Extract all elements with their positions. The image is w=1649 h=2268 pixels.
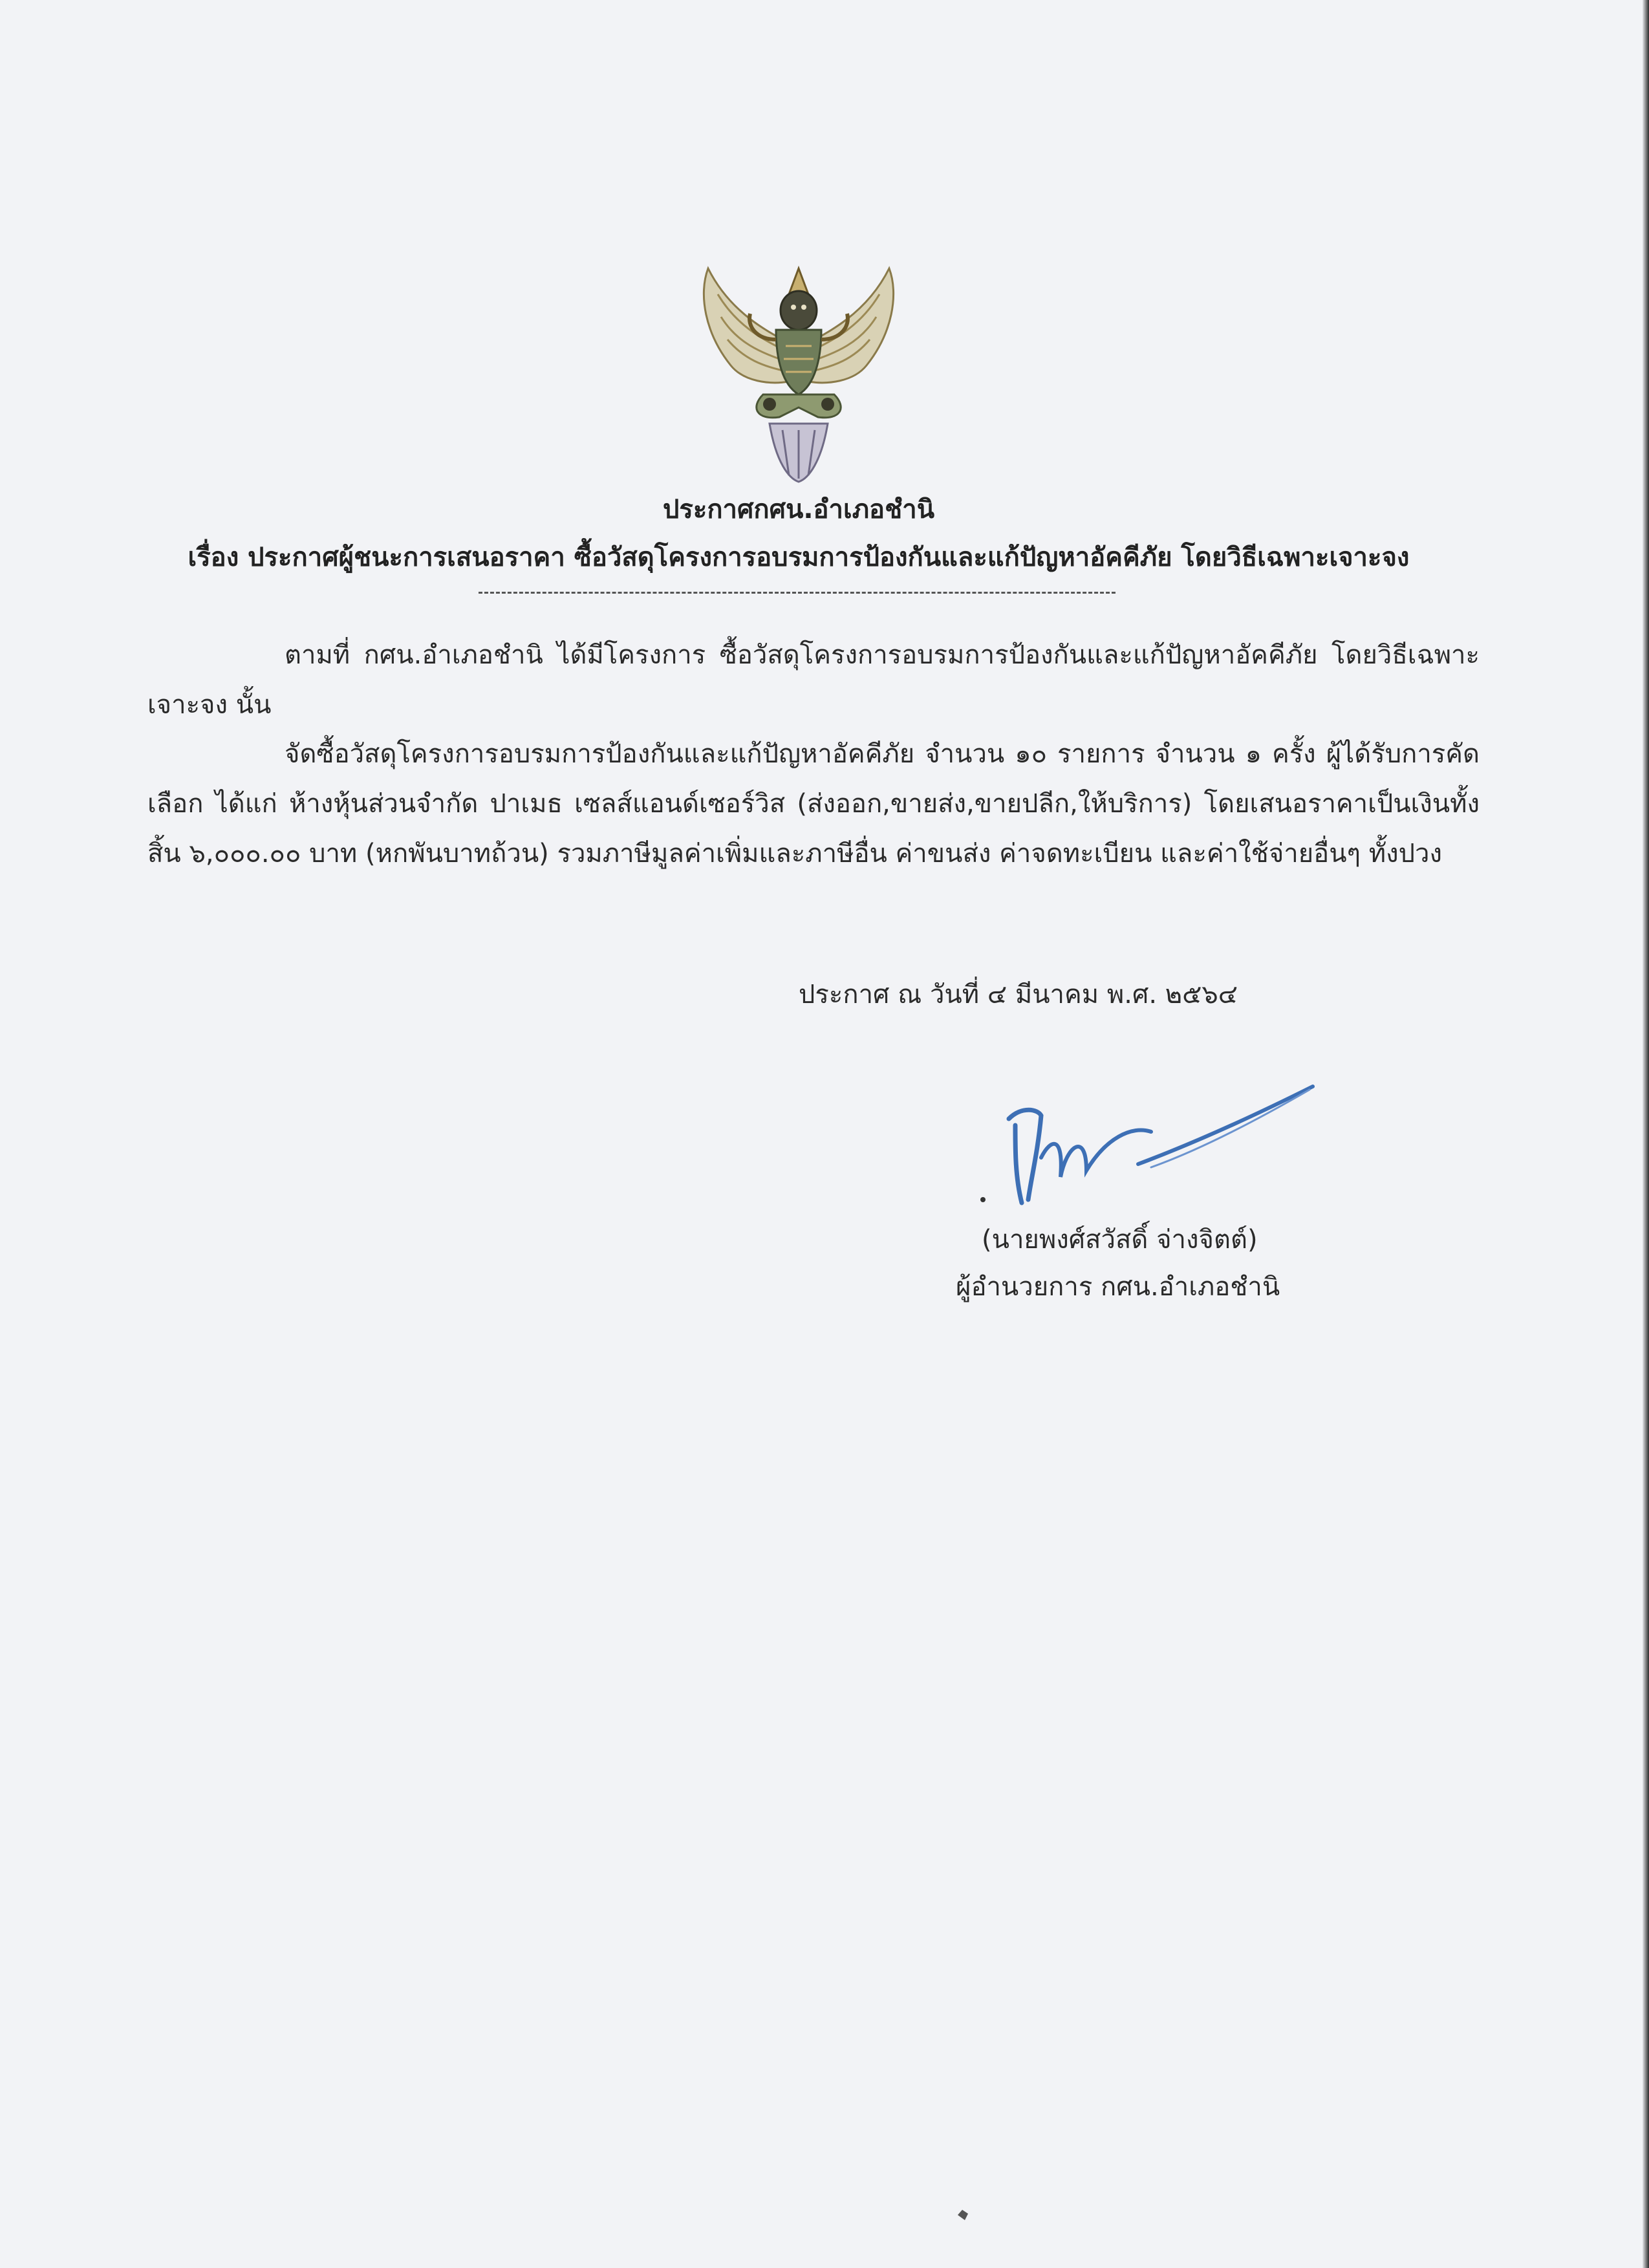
dashed-divider <box>479 592 1116 594</box>
announcement-date: ประกาศ ณ วันที่ ๔ มีนาคม พ.ศ. ๒๕๖๔ <box>799 980 1238 1010</box>
signature-icon <box>976 1080 1326 1209</box>
paper-speck-icon <box>956 2209 970 2221</box>
signer-title: ผู้อำนวยการ กศน.อำเภอชำนิ <box>956 1272 1280 1302</box>
page-edge-shadow <box>1643 0 1649 2268</box>
garuda-emblem-icon <box>692 255 905 488</box>
announcement-org-line: ประกาศกศน.อำเภอชำนิ <box>662 495 935 524</box>
signer-name: (นายพงศ์สวัสดิ์ จ่างจิตต์) <box>982 1225 1258 1255</box>
body-paragraph-2: จัดซื้อวัสดุโครงการอบรมการป้องกันและแก้ปัญหาอัคคีภัย จำนวน ๑๐ รายการ จำนวน ๑ ครั้ง ผู้ได้รับการคัดเลือก ได้แก่ ห้างหุ้นส่วนจำกัด ปาเมธ เซลส์แอนด์เซอร์วิส (ส่งออก,ขายส่ง,ขายปลีก,ให้บริการ) โดยเสนอราคาเป็นเงินทั้งสิ้น ๖,๐๐๐.๐๐ บาท (หกพันบาทถ้วน) รวมภาษีมูลค่าเพิ่มและภาษีอื่น ค่าขนส่ง ค่าจดทะเบียน และค่าใช้จ่ายอื่นๆ ทั้งปวง <box>147 739 1480 869</box>
body-paragraph-1: ตามที่ กศน.อำเภอชำนิ ได้มีโครงการ ซื้อวัสดุโครงการอบรมการป้องกันและแก้ปัญหาอัคคีภัย โดยวิธีเฉพาะเจาะจง นั้น <box>147 640 1480 720</box>
announcement-subject-line: เรื่อง ประกาศผู้ชนะการเสนอราคา ซื้อวัสดุโครงการอบรมการป้องกันและแก้ปัญหาอัคคีภัย โดยวิธีเฉพาะเจาะจง <box>188 543 1410 572</box>
